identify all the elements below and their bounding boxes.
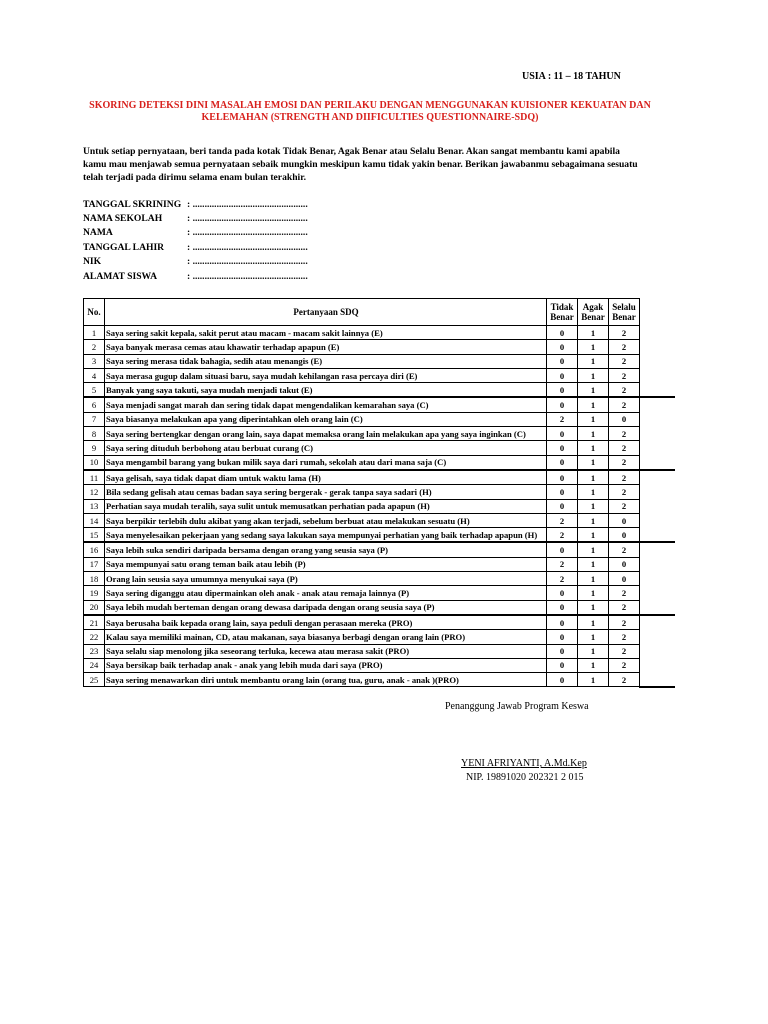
score-agak-benar[interactable]: 1: [578, 368, 609, 382]
score-selalu-benar[interactable]: 2: [609, 340, 640, 354]
score-agak-benar[interactable]: 1: [578, 557, 609, 571]
score-selalu-benar[interactable]: 2: [609, 354, 640, 368]
instructions-line-2: kamu mau menjawab semua pernyataan sebaik mungkin meskipun kamu tidak yakin benar. Berikan jawabanmu sebagaimana sesuatu: [83, 159, 638, 170]
score-agak-benar[interactable]: 1: [578, 455, 609, 470]
header-no: No.: [84, 299, 105, 326]
score-tidak-benar[interactable]: 2: [547, 572, 578, 586]
sdq-scoring-table: [83, 298, 640, 687]
field-blank[interactable]: : ................................................: [187, 241, 308, 253]
table-row: [84, 542, 640, 557]
score-agak-benar[interactable]: 1: [578, 615, 609, 630]
table-row: [84, 485, 640, 499]
table-row: [84, 499, 640, 513]
score-selalu-benar[interactable]: 2: [609, 586, 640, 600]
question-text: Saya gelisah, saya tidak dapat diam untuk waktu lama (H): [105, 470, 547, 485]
question-text: Saya sering sakit kepala, sakit perut atau macam - macam sakit lainnya (E): [105, 326, 547, 340]
table-row: [84, 326, 640, 340]
group-separator-line: [639, 469, 675, 471]
score-agak-benar[interactable]: 1: [578, 412, 609, 426]
question-text: Saya banyak merasa cemas atau khawatir terhadap apapun (E): [105, 340, 547, 354]
question-text: Saya berusaha baik kepada orang lain, saya peduli dengan perasaan mereka (PRO): [105, 615, 547, 630]
score-selalu-benar[interactable]: 0: [609, 528, 640, 543]
row-number: 6: [84, 397, 105, 412]
question-text: Orang lain seusia saya umumnya menyukai saya (P): [105, 572, 547, 586]
score-agak-benar[interactable]: 1: [578, 600, 609, 615]
table-row: [84, 513, 640, 527]
score-tidak-benar[interactable]: 0: [547, 485, 578, 499]
row-number: 17: [84, 557, 105, 571]
age-range-label: USIA : 11 – 18 TAHUN: [522, 71, 621, 82]
score-tidak-benar[interactable]: 0: [547, 427, 578, 441]
table-row: [84, 528, 640, 543]
row-number: 3: [84, 354, 105, 368]
question-text: Saya selalu siap menolong jika seseorang terluka, kecewa atau merasa sakit (PRO): [105, 644, 547, 658]
score-selalu-benar[interactable]: 2: [609, 326, 640, 340]
table-row: [84, 397, 640, 412]
score-agak-benar[interactable]: 1: [578, 658, 609, 672]
table-row: [84, 340, 640, 354]
field-label: TANGGAL LAHIR: [83, 241, 165, 253]
title-line-2: KELEMAHAN (STRENGTH AND DIIFICULTIES QUESTIONNAIRE-SDQ): [201, 112, 539, 123]
question-text: Banyak yang saya takuti, saya mudah menjadi takut (E): [105, 383, 547, 398]
question-text: Saya bersikap baik terhadap anak - anak yang lebih muda dari saya (PRO): [105, 658, 547, 672]
score-tidak-benar[interactable]: 0: [547, 470, 578, 485]
signatory-role: Penanggung Jawab Program Keswa: [445, 701, 589, 712]
field-label: NAMA: [83, 227, 113, 239]
identity-fields: [83, 197, 308, 283]
score-selalu-benar[interactable]: 0: [609, 557, 640, 571]
score-tidak-benar[interactable]: 0: [547, 441, 578, 455]
score-tidak-benar[interactable]: 0: [547, 354, 578, 368]
score-agak-benar[interactable]: 1: [578, 673, 609, 687]
header-agak: Agak: [582, 302, 604, 312]
score-tidak-benar[interactable]: 0: [547, 326, 578, 340]
question-text: Saya mengambil barang yang bukan milik saya dari rumah, sekolah atau dari mana saja (C): [105, 455, 547, 470]
field-blank[interactable]: : ................................................: [187, 270, 308, 282]
group-separator-line: [639, 541, 675, 543]
field-tanggal-lahir: [83, 240, 308, 254]
group-separator-line: [639, 614, 675, 616]
field-blank[interactable]: : ................................................: [187, 198, 308, 210]
score-tidak-benar[interactable]: 0: [547, 673, 578, 687]
score-tidak-benar[interactable]: 2: [547, 412, 578, 426]
signatory-name: YENI AFRIYANTI, A.Md.Kep: [461, 758, 587, 769]
table-body: [84, 326, 640, 687]
score-selalu-benar[interactable]: 2: [609, 644, 640, 658]
score-selalu-benar[interactable]: 2: [609, 397, 640, 412]
header-question: Pertanyaan SDQ: [105, 299, 547, 326]
score-tidak-benar[interactable]: 2: [547, 513, 578, 527]
row-number: 13: [84, 499, 105, 513]
question-text: Saya merasa gugup dalam situasi baru, saya mudah kehilangan rasa percaya diri (E): [105, 368, 547, 382]
table-row: [84, 368, 640, 382]
score-agak-benar[interactable]: 1: [578, 644, 609, 658]
score-tidak-benar[interactable]: 2: [547, 557, 578, 571]
row-number: 21: [84, 615, 105, 630]
table-row: [84, 586, 640, 600]
row-number: 20: [84, 600, 105, 615]
table-row: [84, 600, 640, 615]
field-label: NAMA SEKOLAH: [83, 213, 163, 225]
row-number: 7: [84, 412, 105, 426]
score-selalu-benar[interactable]: 2: [609, 658, 640, 672]
group-separator-line: [639, 686, 675, 688]
question-text: Saya biasanya melakukan apa yang diperintahkan oleh orang lain (C): [105, 412, 547, 426]
question-text: Saya lebih mudah berteman dengan orang dewasa daripada dengan orang seusia saya (P): [105, 600, 547, 615]
question-text: Saya sering dituduh berbohong atau berbuat curang (C): [105, 441, 547, 455]
row-number: 4: [84, 368, 105, 382]
question-text: Saya lebih suka sendiri daripada bersama dengan orang yang seusia saya (P): [105, 542, 547, 557]
field-blank[interactable]: : ................................................: [187, 256, 308, 268]
question-text: Bila sedang gelisah atau cemas badan saya sering bergerak - gerak tanpa saya sadari (H): [105, 485, 547, 499]
header-tidak-benar: [547, 299, 578, 326]
header-tidak: Tidak: [550, 302, 574, 312]
score-tidak-benar[interactable]: 0: [547, 340, 578, 354]
score-agak-benar[interactable]: 1: [578, 499, 609, 513]
score-selalu-benar[interactable]: 2: [609, 499, 640, 513]
score-agak-benar[interactable]: 1: [578, 340, 609, 354]
row-number: 1: [84, 326, 105, 340]
table-row: [84, 572, 640, 586]
field-tanggal-skrining: [83, 197, 308, 211]
table-row: [84, 557, 640, 571]
title-line-1: SKORING DETEKSI DINI MASALAH EMOSI DAN PERILAKU DENGAN MENGGUNAKAN KUISIONER KEKUATAN DAN: [89, 100, 651, 111]
field-nama: [83, 226, 308, 240]
score-selalu-benar[interactable]: 2: [609, 615, 640, 630]
row-number: 15: [84, 528, 105, 543]
score-tidak-benar[interactable]: 0: [547, 586, 578, 600]
instructions-line-3: telah terjadi pada dirimu selama enam bulan terakhir.: [83, 172, 306, 183]
question-text: Perhatian saya mudah teralih, saya sulit untuk memusatkan perhatian pada apapun (H): [105, 499, 547, 513]
table-row: [84, 644, 640, 658]
score-selalu-benar[interactable]: 2: [609, 441, 640, 455]
row-number: 14: [84, 513, 105, 527]
table-row: [84, 427, 640, 441]
row-number: 9: [84, 441, 105, 455]
question-text: Saya menyelesaikan pekerjaan yang sedang saya lakukan saya mempunyai perhatian yang baik terhadap apapun (H): [105, 528, 547, 543]
table-row: [84, 441, 640, 455]
question-text: Saya sering diganggu atau dipermainkan oleh anak - anak atau remaja lainnya (P): [105, 586, 547, 600]
score-selalu-benar[interactable]: 2: [609, 600, 640, 615]
row-number: 5: [84, 383, 105, 398]
field-label: ALAMAT SISWA: [83, 270, 158, 282]
field-nama-sekolah: [83, 211, 308, 225]
header-selalu-benar: [609, 299, 640, 326]
table-row: [84, 383, 640, 398]
field-blank[interactable]: : ................................................: [187, 213, 308, 225]
score-tidak-benar[interactable]: 0: [547, 658, 578, 672]
table-row: [84, 673, 640, 687]
question-text: Saya menjadi sangat marah dan sering tidak dapat mengendalikan kemarahan saya (C): [105, 397, 547, 412]
header-agak-benar: [578, 299, 609, 326]
score-tidak-benar[interactable]: 0: [547, 499, 578, 513]
score-agak-benar[interactable]: 1: [578, 326, 609, 340]
field-label: NIK: [83, 256, 102, 268]
score-agak-benar[interactable]: 1: [578, 586, 609, 600]
score-agak-benar[interactable]: 1: [578, 354, 609, 368]
row-number: 24: [84, 658, 105, 672]
score-agak-benar[interactable]: 1: [578, 572, 609, 586]
question-text: Saya sering bertengkar dengan orang lain, saya dapat memaksa orang lain melakukan apa yang saya inginkan (C): [105, 427, 547, 441]
header-benar: Benar: [550, 312, 574, 322]
score-agak-benar[interactable]: 1: [578, 542, 609, 557]
score-tidak-benar[interactable]: 0: [547, 630, 578, 644]
field-alamat-siswa: [83, 269, 308, 283]
score-tidak-benar[interactable]: 0: [547, 644, 578, 658]
score-selalu-benar[interactable]: 0: [609, 513, 640, 527]
score-selalu-benar[interactable]: 2: [609, 470, 640, 485]
score-agak-benar[interactable]: 1: [578, 441, 609, 455]
instructions-line-1: Untuk setiap pernyataan, beri tanda pada kotak Tidak Benar, Agak Benar atau Selalu Benar. Akan sangat membantu kami apabila: [83, 146, 620, 157]
score-selalu-benar[interactable]: 2: [609, 673, 640, 687]
score-selalu-benar[interactable]: 0: [609, 572, 640, 586]
row-number: 11: [84, 470, 105, 485]
group-separator-line: [639, 396, 675, 398]
row-number: 18: [84, 572, 105, 586]
question-text: Saya sering menawarkan diri untuk membantu orang lain (orang tua, guru, anak - anak )(PRO): [105, 673, 547, 687]
instructions-paragraph: [83, 145, 678, 184]
row-number: 23: [84, 644, 105, 658]
score-agak-benar[interactable]: 1: [578, 528, 609, 543]
score-tidak-benar[interactable]: 0: [547, 455, 578, 470]
row-number: 2: [84, 340, 105, 354]
question-text: Saya mempunyai satu orang teman baik atau lebih (P): [105, 557, 547, 571]
header-benar: Benar: [612, 312, 636, 322]
question-text: Saya berpikir terlebih dulu akibat yang akan terjadi, sebelum berbuat atau melakukan sesuatu (H): [105, 513, 547, 527]
row-number: 8: [84, 427, 105, 441]
table-row: [84, 354, 640, 368]
score-tidak-benar[interactable]: 0: [547, 397, 578, 412]
score-selalu-benar[interactable]: 2: [609, 485, 640, 499]
question-text: Saya sering merasa tidak bahagia, sedih atau menangis (E): [105, 354, 547, 368]
score-agak-benar[interactable]: 1: [578, 397, 609, 412]
score-agak-benar[interactable]: 1: [578, 485, 609, 499]
field-label: TANGGAL SKRINING: [83, 198, 182, 210]
row-number: 25: [84, 673, 105, 687]
score-tidak-benar[interactable]: 0: [547, 383, 578, 398]
table-row: [84, 658, 640, 672]
header-benar: Benar: [581, 312, 605, 322]
table-header-row: [84, 299, 640, 326]
document-title: [80, 100, 660, 124]
score-selalu-benar[interactable]: 2: [609, 427, 640, 441]
question-text: Kalau saya memiliki mainan, CD, atau makanan, saya biasanya berbagi dengan orang lain (PRO): [105, 630, 547, 644]
score-selalu-benar[interactable]: 2: [609, 455, 640, 470]
row-number: 12: [84, 485, 105, 499]
score-selalu-benar[interactable]: 2: [609, 630, 640, 644]
table-row: [84, 630, 640, 644]
score-tidak-benar[interactable]: 2: [547, 528, 578, 543]
table-row: [84, 412, 640, 426]
score-selalu-benar[interactable]: 2: [609, 383, 640, 398]
table-row: [84, 455, 640, 470]
score-tidak-benar[interactable]: 0: [547, 542, 578, 557]
row-number: 19: [84, 586, 105, 600]
score-tidak-benar[interactable]: 0: [547, 615, 578, 630]
row-number: 22: [84, 630, 105, 644]
field-nik: [83, 255, 308, 269]
score-agak-benar[interactable]: 1: [578, 630, 609, 644]
table-row: [84, 470, 640, 485]
field-blank[interactable]: : ................................................: [187, 227, 308, 239]
score-agak-benar[interactable]: 1: [578, 427, 609, 441]
table-row: [84, 615, 640, 630]
score-tidak-benar[interactable]: 0: [547, 600, 578, 615]
score-selalu-benar[interactable]: 0: [609, 412, 640, 426]
row-number: 10: [84, 455, 105, 470]
header-selalu: Selalu: [612, 302, 636, 312]
score-agak-benar[interactable]: 1: [578, 470, 609, 485]
score-selalu-benar[interactable]: 2: [609, 542, 640, 557]
score-agak-benar[interactable]: 1: [578, 383, 609, 398]
signatory-nip: NIP. 19891020 202321 2 015: [466, 772, 584, 783]
score-selalu-benar[interactable]: 2: [609, 368, 640, 382]
score-agak-benar[interactable]: 1: [578, 513, 609, 527]
score-tidak-benar[interactable]: 0: [547, 368, 578, 382]
row-number: 16: [84, 542, 105, 557]
